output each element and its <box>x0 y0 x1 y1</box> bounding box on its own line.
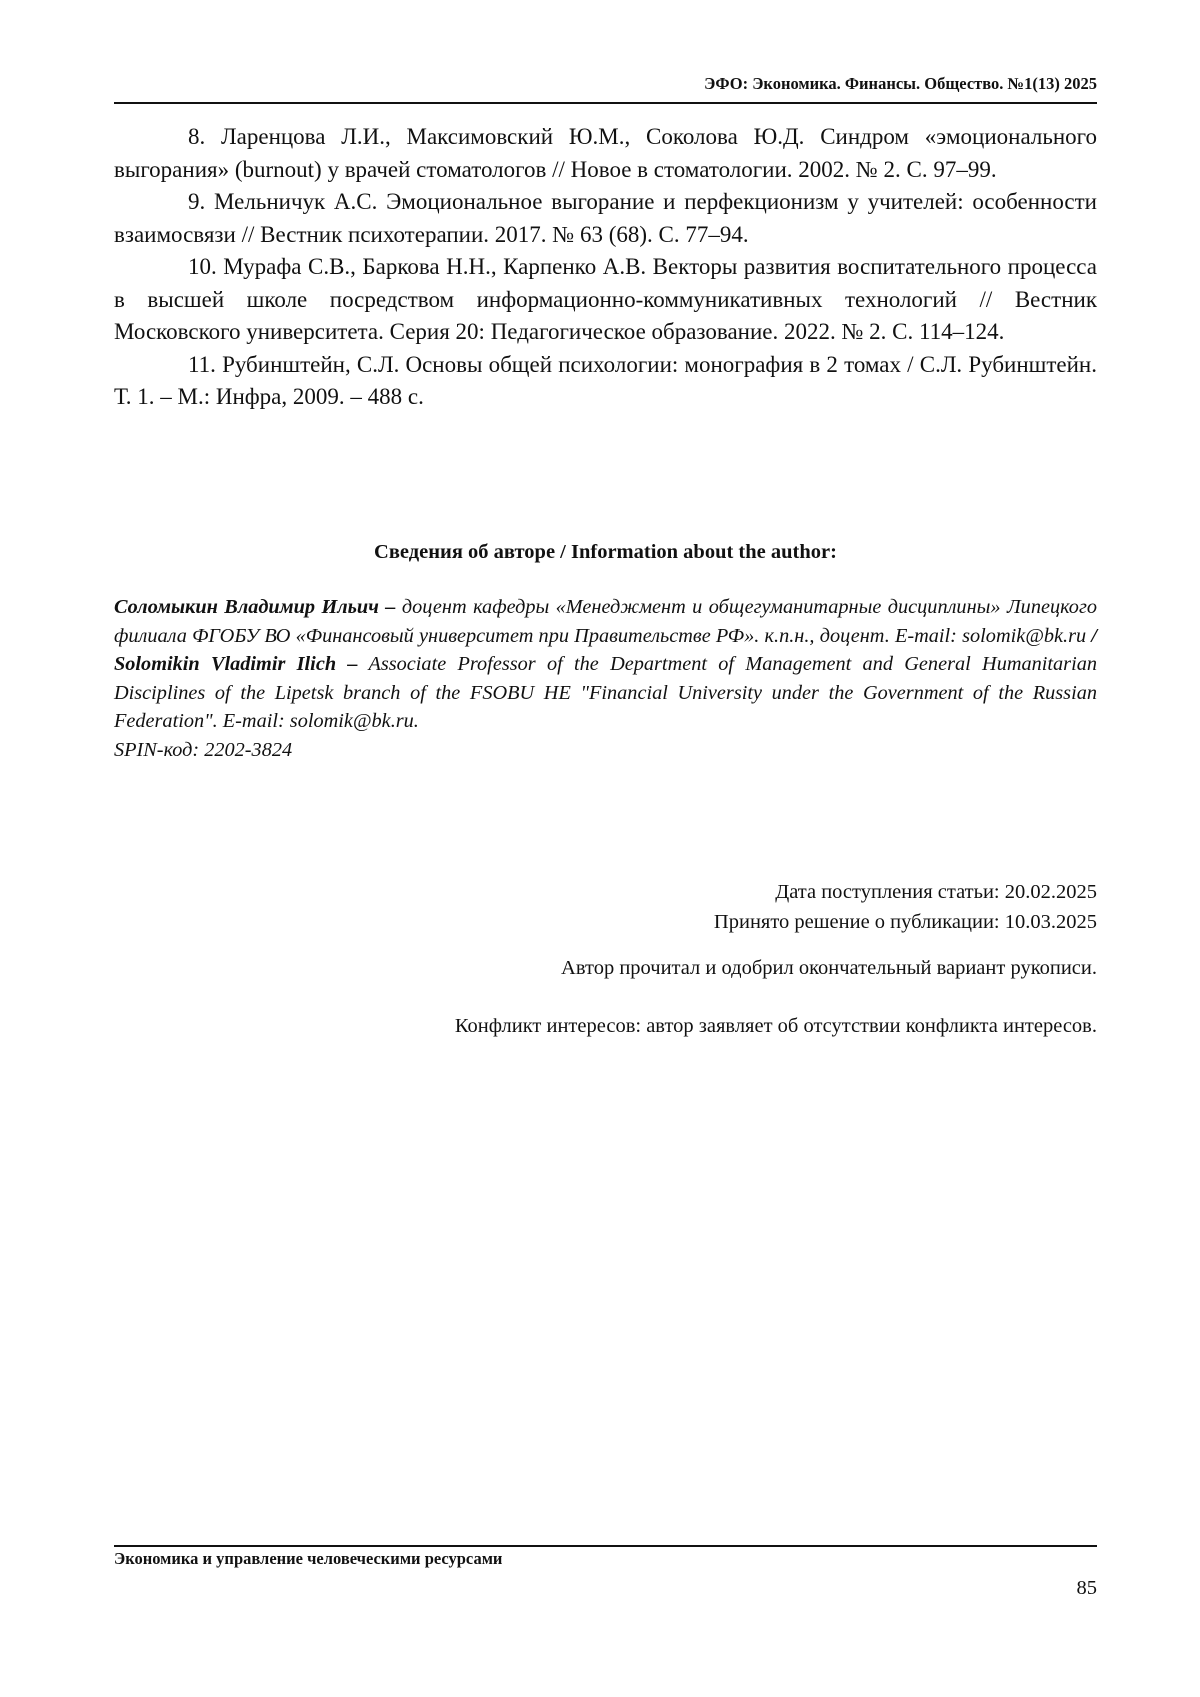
author-name-ru: Соломыкин Владимир Ильич – <box>114 596 396 618</box>
date-accepted: Принято решение о публикации: 10.03.2025 <box>713 911 1097 933</box>
reference-item: 8. Ларенцова Л.И., Максимовский Ю.М., Соколова Ю.Д. Синдром «эмоционального выгорания» (burnout) у врачей стоматологов // Новое в стоматологии. 2002. № 2. С. 97–99. <box>114 124 1097 182</box>
date-received: Дата поступления статьи: 20.02.2025 <box>775 881 1097 903</box>
footer-section: Экономика и управление человеческими ресурсами <box>114 1549 503 1568</box>
author-desc-en: Associate Professor of the Department of Management and General Humanitarian Disciplines of the Lipetsk branch of the FSOBU HE "Financial University under the Government of the Russian Federation". E-mail: solomik@bk.ru. <box>114 653 1097 732</box>
journal-title: ЭФО: Экономика. Финансы. Общество. №1(13) 2025 <box>704 74 1097 93</box>
running-header <box>114 70 1097 104</box>
author-spin: SPIN-код: 2202-3824 <box>114 738 293 761</box>
page-number: 85 <box>1076 1577 1097 1599</box>
conflict-note: Конфликт интересов: автор заявляет об отсутствии конфликта интересов. <box>454 1015 1097 1037</box>
reference-item: 9. Мельничук А.С. Эмоциональное выгорание и перфекционизм у учителей: особенности взаимосвязи // Вестник психотерапии. 2017. № 63 (68). С. 77–94. <box>114 189 1097 247</box>
article-dates <box>714 877 1097 937</box>
footer-divider <box>114 1545 1097 1547</box>
approval-note: Автор прочитал и одобрил окончательный вариант рукописи. <box>561 957 1097 979</box>
author-desc-ru: доцент кафедры «Менеджмент и общегуманитарные дисциплины» Липецкого филиала ФГОБУ ВО «Финансовый университет при Правительстве РФ». к.п.н., доцент. E-mail: solomik@bk.ru <box>114 596 1098 647</box>
author-section-title: Сведения об авторе / Information about the author: <box>374 541 837 563</box>
reference-item: 11. Рубинштейн, С.Л. Основы общей психологии: монография в 2 томах / С.Л. Рубинштейн. Т. 1. – М.: Инфра, 2009. – 488 с. <box>114 351 1097 409</box>
reference-item: 10. Мурафа С.В., Баркова Н.Н., Карпенко А.В. Векторы развития воспитательного процесса в высшей школе посредством информационно-коммуникативных технологий // Вестник Московского университета. Серия 20: Педагогическое образование. 2022. № 2. С. 114–124. <box>114 254 1097 344</box>
reference-list <box>114 121 1097 414</box>
author-name-en: / Solomikin Vladimir Ilich – <box>114 624 1097 675</box>
author-info <box>114 593 1097 764</box>
